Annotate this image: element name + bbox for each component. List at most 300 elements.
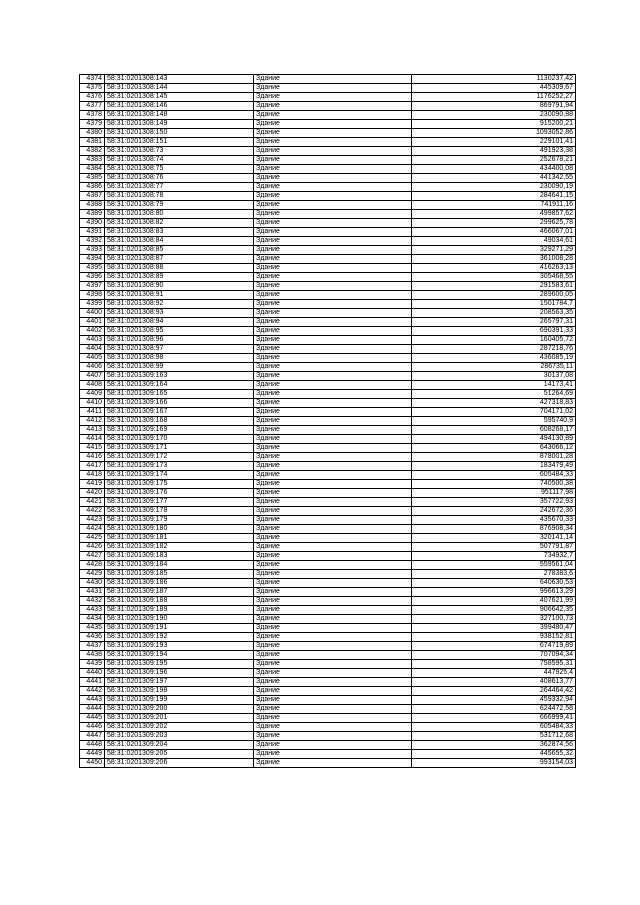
cadastral-number: 58:31:0201308:80: [105, 210, 254, 219]
table-row: [80, 75, 576, 84]
row-number: 4393: [80, 246, 105, 255]
cadastral-value: 734932,7: [412, 552, 576, 561]
cadastral-number: 58:31:0201309:186: [105, 579, 254, 588]
row-number: 4425: [80, 534, 105, 543]
cadastral-number: 58:31:0201309:170: [105, 435, 254, 444]
cadastral-number: 58:31:0201309:187: [105, 588, 254, 597]
object-type: Здание: [254, 759, 412, 768]
table-row: [80, 660, 576, 669]
object-type: Здание: [254, 183, 412, 192]
cadastral-number: 58:31:0201308:73: [105, 147, 254, 156]
table-row: [80, 102, 576, 111]
cadastral-value: 740500,38: [412, 480, 576, 489]
table-row: [80, 687, 576, 696]
table-row: [80, 318, 576, 327]
cadastral-value: 278383,6: [412, 570, 576, 579]
row-number: 4429: [80, 570, 105, 579]
cadastral-value: 491923,38: [412, 147, 576, 156]
cadastral-number: 58:31:0201308:87: [105, 255, 254, 264]
cadastral-number: 58:31:0201309:193: [105, 642, 254, 651]
object-type: Здание: [254, 705, 412, 714]
row-number: 4374: [80, 75, 105, 84]
object-type: Здание: [254, 228, 412, 237]
cadastral-value: 869791,94: [412, 102, 576, 111]
cadastral-number: 58:31:0201309:196: [105, 669, 254, 678]
object-type: Здание: [254, 129, 412, 138]
cadastral-value: 445309,67: [412, 84, 576, 93]
cadastral-number: 58:31:0201309:203: [105, 732, 254, 741]
row-number: 4427: [80, 552, 105, 561]
table-row: [80, 219, 576, 228]
cadastral-value: 531712,68: [412, 732, 576, 741]
table-row: [80, 165, 576, 174]
registry-table-body: [80, 75, 576, 768]
cadastral-value: 878001,28: [412, 453, 576, 462]
row-number: 4437: [80, 642, 105, 651]
cadastral-number: 58:31:0201309:179: [105, 516, 254, 525]
row-number: 4426: [80, 543, 105, 552]
table-row: [80, 273, 576, 282]
cadastral-number: 58:31:0201309:198: [105, 687, 254, 696]
object-type: Здание: [254, 165, 412, 174]
cadastral-number: 58:31:0201309:178: [105, 507, 254, 516]
object-type: Здание: [254, 246, 412, 255]
cadastral-number: 58:31:0201308:91: [105, 291, 254, 300]
cadastral-value: 876908,34: [412, 525, 576, 534]
row-number: 4440: [80, 669, 105, 678]
row-number: 4385: [80, 174, 105, 183]
table-row: [80, 561, 576, 570]
cadastral-number: 58:31:0201309:182: [105, 543, 254, 552]
table-row: [80, 507, 576, 516]
cadastral-value: 289600,05: [412, 291, 576, 300]
cadastral-number: 58:31:0201309:202: [105, 723, 254, 732]
cadastral-number: 58:31:0201309:175: [105, 480, 254, 489]
row-number: 4392: [80, 237, 105, 246]
table-row: [80, 84, 576, 93]
object-type: Здание: [254, 156, 412, 165]
table-row: [80, 363, 576, 372]
row-number: 4404: [80, 345, 105, 354]
object-type: Здание: [254, 660, 412, 669]
cadastral-number: 58:31:0201308:76: [105, 174, 254, 183]
cadastral-value: 264464,42: [412, 687, 576, 696]
row-number: 4436: [80, 633, 105, 642]
cadastral-number: 58:31:0201309:185: [105, 570, 254, 579]
cadastral-value: 434400,08: [412, 165, 576, 174]
object-type: Здание: [254, 642, 412, 651]
row-number: 4431: [80, 588, 105, 597]
table-row: [80, 246, 576, 255]
table-row: [80, 237, 576, 246]
cadastral-value: 707094,34: [412, 651, 576, 660]
object-type: Здание: [254, 687, 412, 696]
table-row: [80, 183, 576, 192]
table-row: [80, 498, 576, 507]
object-type: Здание: [254, 588, 412, 597]
table-row: [80, 750, 576, 759]
object-type: Здание: [254, 534, 412, 543]
table-row: [80, 516, 576, 525]
table-row: [80, 759, 576, 768]
cadastral-value: 49034,61: [412, 237, 576, 246]
table-row: [80, 291, 576, 300]
row-number: 4383: [80, 156, 105, 165]
cadastral-value: 445655,32: [412, 750, 576, 759]
object-type: Здание: [254, 273, 412, 282]
object-type: Здание: [254, 264, 412, 273]
row-number: 4442: [80, 687, 105, 696]
row-number: 4414: [80, 435, 105, 444]
table-row: [80, 462, 576, 471]
object-type: Здание: [254, 615, 412, 624]
table-row: [80, 741, 576, 750]
cadastral-value: 160405,72: [412, 336, 576, 345]
cadastral-number: 58:31:0201309:189: [105, 606, 254, 615]
row-number: 4400: [80, 309, 105, 318]
object-type: Здание: [254, 480, 412, 489]
object-type: Здание: [254, 111, 412, 120]
row-number: 4382: [80, 147, 105, 156]
object-type: Здание: [254, 516, 412, 525]
cadastral-value: 595740,9: [412, 417, 576, 426]
object-type: Здание: [254, 624, 412, 633]
cadastral-value: 993154,03: [412, 759, 576, 768]
cadastral-value: 666999,41: [412, 714, 576, 723]
object-type: Здание: [254, 219, 412, 228]
cadastral-number: 58:31:0201308:99: [105, 363, 254, 372]
table-row: [80, 201, 576, 210]
object-type: Здание: [254, 255, 412, 264]
cadastral-value: 229101,41: [412, 138, 576, 147]
table-row: [80, 147, 576, 156]
cadastral-value: 284641,15: [412, 192, 576, 201]
cadastral-value: 1501784,7: [412, 300, 576, 309]
object-type: Здание: [254, 147, 412, 156]
cadastral-number: 58:31:0201309:184: [105, 561, 254, 570]
row-number: 4386: [80, 183, 105, 192]
row-number: 4390: [80, 219, 105, 228]
object-type: Здание: [254, 417, 412, 426]
row-number: 4411: [80, 408, 105, 417]
object-type: Здание: [254, 318, 412, 327]
cadastral-number: 58:31:0201309:169: [105, 426, 254, 435]
object-type: Здание: [254, 606, 412, 615]
table-row: [80, 417, 576, 426]
row-number: 4399: [80, 300, 105, 309]
row-number: 4450: [80, 759, 105, 768]
table-row: [80, 327, 576, 336]
row-number: 4415: [80, 444, 105, 453]
cadastral-number: 58:31:0201309:164: [105, 381, 254, 390]
cadastral-value: 674719,89: [412, 642, 576, 651]
cadastral-number: 58:31:0201308:90: [105, 282, 254, 291]
row-number: 4424: [80, 525, 105, 534]
table-row: [80, 138, 576, 147]
object-type: Здание: [254, 453, 412, 462]
cadastral-value: 741911,16: [412, 201, 576, 210]
table-row: [80, 435, 576, 444]
cadastral-value: 399480,47: [412, 624, 576, 633]
row-number: 4375: [80, 84, 105, 93]
cadastral-number: 58:31:0201309:200: [105, 705, 254, 714]
row-number: 4418: [80, 471, 105, 480]
table-row: [80, 534, 576, 543]
cadastral-value: 408613,77: [412, 678, 576, 687]
cadastral-number: 58:31:0201309:176: [105, 489, 254, 498]
cadastral-number: 58:31:0201309:174: [105, 471, 254, 480]
row-number: 4444: [80, 705, 105, 714]
cadastral-number: 58:31:0201308:150: [105, 129, 254, 138]
object-type: Здание: [254, 471, 412, 480]
cadastral-value: 416263,13: [412, 264, 576, 273]
cadastral-number: 58:31:0201308:84: [105, 237, 254, 246]
object-type: Здание: [254, 741, 412, 750]
row-number: 4405: [80, 354, 105, 363]
cadastral-number: 58:31:0201308:83: [105, 228, 254, 237]
row-number: 4446: [80, 723, 105, 732]
cadastral-number: 58:31:0201309:201: [105, 714, 254, 723]
row-number: 4416: [80, 453, 105, 462]
row-number: 4413: [80, 426, 105, 435]
object-type: Здание: [254, 237, 412, 246]
object-type: Здание: [254, 678, 412, 687]
object-type: Здание: [254, 345, 412, 354]
row-number: 4432: [80, 597, 105, 606]
row-number: 4379: [80, 120, 105, 129]
cadastral-number: 58:31:0201308:144: [105, 84, 254, 93]
row-number: 4423: [80, 516, 105, 525]
cadastral-number: 58:31:0201309:206: [105, 759, 254, 768]
cadastral-number: 58:31:0201309:172: [105, 453, 254, 462]
cadastral-value: 605484,33: [412, 723, 576, 732]
row-number: 4378: [80, 111, 105, 120]
object-type: Здание: [254, 444, 412, 453]
object-type: Здание: [254, 633, 412, 642]
row-number: 4407: [80, 372, 105, 381]
object-type: Здание: [254, 372, 412, 381]
table-row: [80, 111, 576, 120]
cadastral-number: 58:31:0201309:163: [105, 372, 254, 381]
object-type: Здание: [254, 489, 412, 498]
row-number: 4447: [80, 732, 105, 741]
cadastral-number: 58:31:0201308:79: [105, 201, 254, 210]
table-row: [80, 381, 576, 390]
object-type: Здание: [254, 507, 412, 516]
object-type: Здание: [254, 381, 412, 390]
cadastral-number: 58:31:0201309:168: [105, 417, 254, 426]
cadastral-value: 951117,98: [412, 489, 576, 498]
table-row: [80, 480, 576, 489]
table-row: [80, 408, 576, 417]
table-row: [80, 255, 576, 264]
cadastral-value: 230090,19: [412, 183, 576, 192]
cadastral-number: 58:31:0201309:194: [105, 651, 254, 660]
object-type: Здание: [254, 327, 412, 336]
table-row: [80, 426, 576, 435]
table-row: [80, 354, 576, 363]
cadastral-value: 30137,08: [412, 372, 576, 381]
cadastral-number: 58:31:0201308:77: [105, 183, 254, 192]
table-row: [80, 471, 576, 480]
table-row: [80, 156, 576, 165]
object-type: Здание: [254, 399, 412, 408]
row-number: 4388: [80, 201, 105, 210]
cadastral-number: 58:31:0201309:197: [105, 678, 254, 687]
row-number: 4443: [80, 696, 105, 705]
table-row: [80, 714, 576, 723]
cadastral-number: 58:31:0201308:78: [105, 192, 254, 201]
cadastral-number: 58:31:0201308:96: [105, 336, 254, 345]
cadastral-number: 58:31:0201308:151: [105, 138, 254, 147]
cadastral-value: 608268,17: [412, 426, 576, 435]
table-row: [80, 723, 576, 732]
table-row: [80, 588, 576, 597]
object-type: Здание: [254, 696, 412, 705]
cadastral-number: 58:31:0201309:191: [105, 624, 254, 633]
row-number: 4376: [80, 93, 105, 102]
cadastral-value: 494130,89: [412, 435, 576, 444]
cadastral-number: 58:31:0201309:173: [105, 462, 254, 471]
cadastral-number: 58:31:0201308:146: [105, 102, 254, 111]
cadastral-value: 447925,4: [412, 669, 576, 678]
table-row: [80, 228, 576, 237]
table-row: [80, 93, 576, 102]
object-type: Здание: [254, 525, 412, 534]
row-number: 4428: [80, 561, 105, 570]
table-row: [80, 453, 576, 462]
object-type: Здание: [254, 597, 412, 606]
object-type: Здание: [254, 543, 412, 552]
table-row: [80, 615, 576, 624]
object-type: Здание: [254, 363, 412, 372]
row-number: 4387: [80, 192, 105, 201]
object-type: Здание: [254, 651, 412, 660]
cadastral-value: 690391,33: [412, 327, 576, 336]
row-number: 4421: [80, 498, 105, 507]
row-number: 4384: [80, 165, 105, 174]
object-type: Здание: [254, 210, 412, 219]
cadastral-value: 299625,78: [412, 219, 576, 228]
table-row: [80, 570, 576, 579]
cadastral-value: 14173,41: [412, 381, 576, 390]
object-type: Здание: [254, 120, 412, 129]
cadastral-number: 58:31:0201308:88: [105, 264, 254, 273]
row-number: 4409: [80, 390, 105, 399]
object-type: Здание: [254, 192, 412, 201]
cadastral-number: 58:31:0201309:171: [105, 444, 254, 453]
cadastral-value: 640630,53: [412, 579, 576, 588]
row-number: 4420: [80, 489, 105, 498]
cadastral-number: 58:31:0201309:199: [105, 696, 254, 705]
row-number: 4397: [80, 282, 105, 291]
object-type: Здание: [254, 174, 412, 183]
row-number: 4448: [80, 741, 105, 750]
cadastral-value: 1130237,42: [412, 75, 576, 84]
object-type: Здание: [254, 300, 412, 309]
object-type: Здание: [254, 723, 412, 732]
object-type: Здание: [254, 552, 412, 561]
cadastral-value: 996613,29: [412, 588, 576, 597]
object-type: Здание: [254, 561, 412, 570]
object-type: Здание: [254, 282, 412, 291]
cadastral-number: 58:31:0201309:177: [105, 498, 254, 507]
row-number: 4402: [80, 327, 105, 336]
cadastral-number: 58:31:0201309:167: [105, 408, 254, 417]
cadastral-value: 938152,81: [412, 633, 576, 642]
table-row: [80, 120, 576, 129]
cadastral-number: 58:31:0201308:89: [105, 273, 254, 282]
row-number: 4403: [80, 336, 105, 345]
cadastral-value: 1093052,86: [412, 129, 576, 138]
table-row: [80, 282, 576, 291]
row-number: 4408: [80, 381, 105, 390]
object-type: Здание: [254, 138, 412, 147]
row-number: 4389: [80, 210, 105, 219]
cadastral-value: 459332,94: [412, 696, 576, 705]
cadastral-number: 58:31:0201308:145: [105, 93, 254, 102]
cadastral-number: 58:31:0201308:95: [105, 327, 254, 336]
table-row: [80, 336, 576, 345]
cadastral-number: 58:31:0201308:75: [105, 165, 254, 174]
object-type: Здание: [254, 426, 412, 435]
object-type: Здание: [254, 408, 412, 417]
table-row: [80, 678, 576, 687]
cadastral-value: 427318,83: [412, 399, 576, 408]
table-row: [80, 705, 576, 714]
row-number: 4417: [80, 462, 105, 471]
object-type: Здание: [254, 498, 412, 507]
cadastral-number: 58:31:0201309:192: [105, 633, 254, 642]
row-number: 4380: [80, 129, 105, 138]
row-number: 4412: [80, 417, 105, 426]
table-row: [80, 192, 576, 201]
cadastral-value: 265797,31: [412, 318, 576, 327]
cadastral-number: 58:31:0201308:148: [105, 111, 254, 120]
row-number: 4449: [80, 750, 105, 759]
cadastral-number: 58:31:0201309:180: [105, 525, 254, 534]
table-row: [80, 579, 576, 588]
row-number: 4438: [80, 651, 105, 660]
cadastral-value: 329271,29: [412, 246, 576, 255]
table-row: [80, 696, 576, 705]
cadastral-value: 320141,14: [412, 534, 576, 543]
cadastral-value: 242672,36: [412, 507, 576, 516]
registry-table: [79, 74, 576, 768]
table-row: [80, 300, 576, 309]
cadastral-value: 507791,87: [412, 543, 576, 552]
cadastral-value: 499857,62: [412, 210, 576, 219]
cadastral-number: 58:31:0201308:74: [105, 156, 254, 165]
cadastral-value: 624472,58: [412, 705, 576, 714]
cadastral-value: 362874,56: [412, 741, 576, 750]
table-row: [80, 174, 576, 183]
cadastral-number: 58:31:0201308:92: [105, 300, 254, 309]
row-number: 4398: [80, 291, 105, 300]
cadastral-number: 58:31:0201308:143: [105, 75, 254, 84]
object-type: Здание: [254, 435, 412, 444]
object-type: Здание: [254, 354, 412, 363]
row-number: 4430: [80, 579, 105, 588]
object-type: Здание: [254, 462, 412, 471]
table-row: [80, 345, 576, 354]
cadastral-value: 252678,21: [412, 156, 576, 165]
object-type: Здание: [254, 669, 412, 678]
cadastral-value: 758595,31: [412, 660, 576, 669]
table-row: [80, 669, 576, 678]
table-row: [80, 552, 576, 561]
cadastral-value: 704171,02: [412, 408, 576, 417]
